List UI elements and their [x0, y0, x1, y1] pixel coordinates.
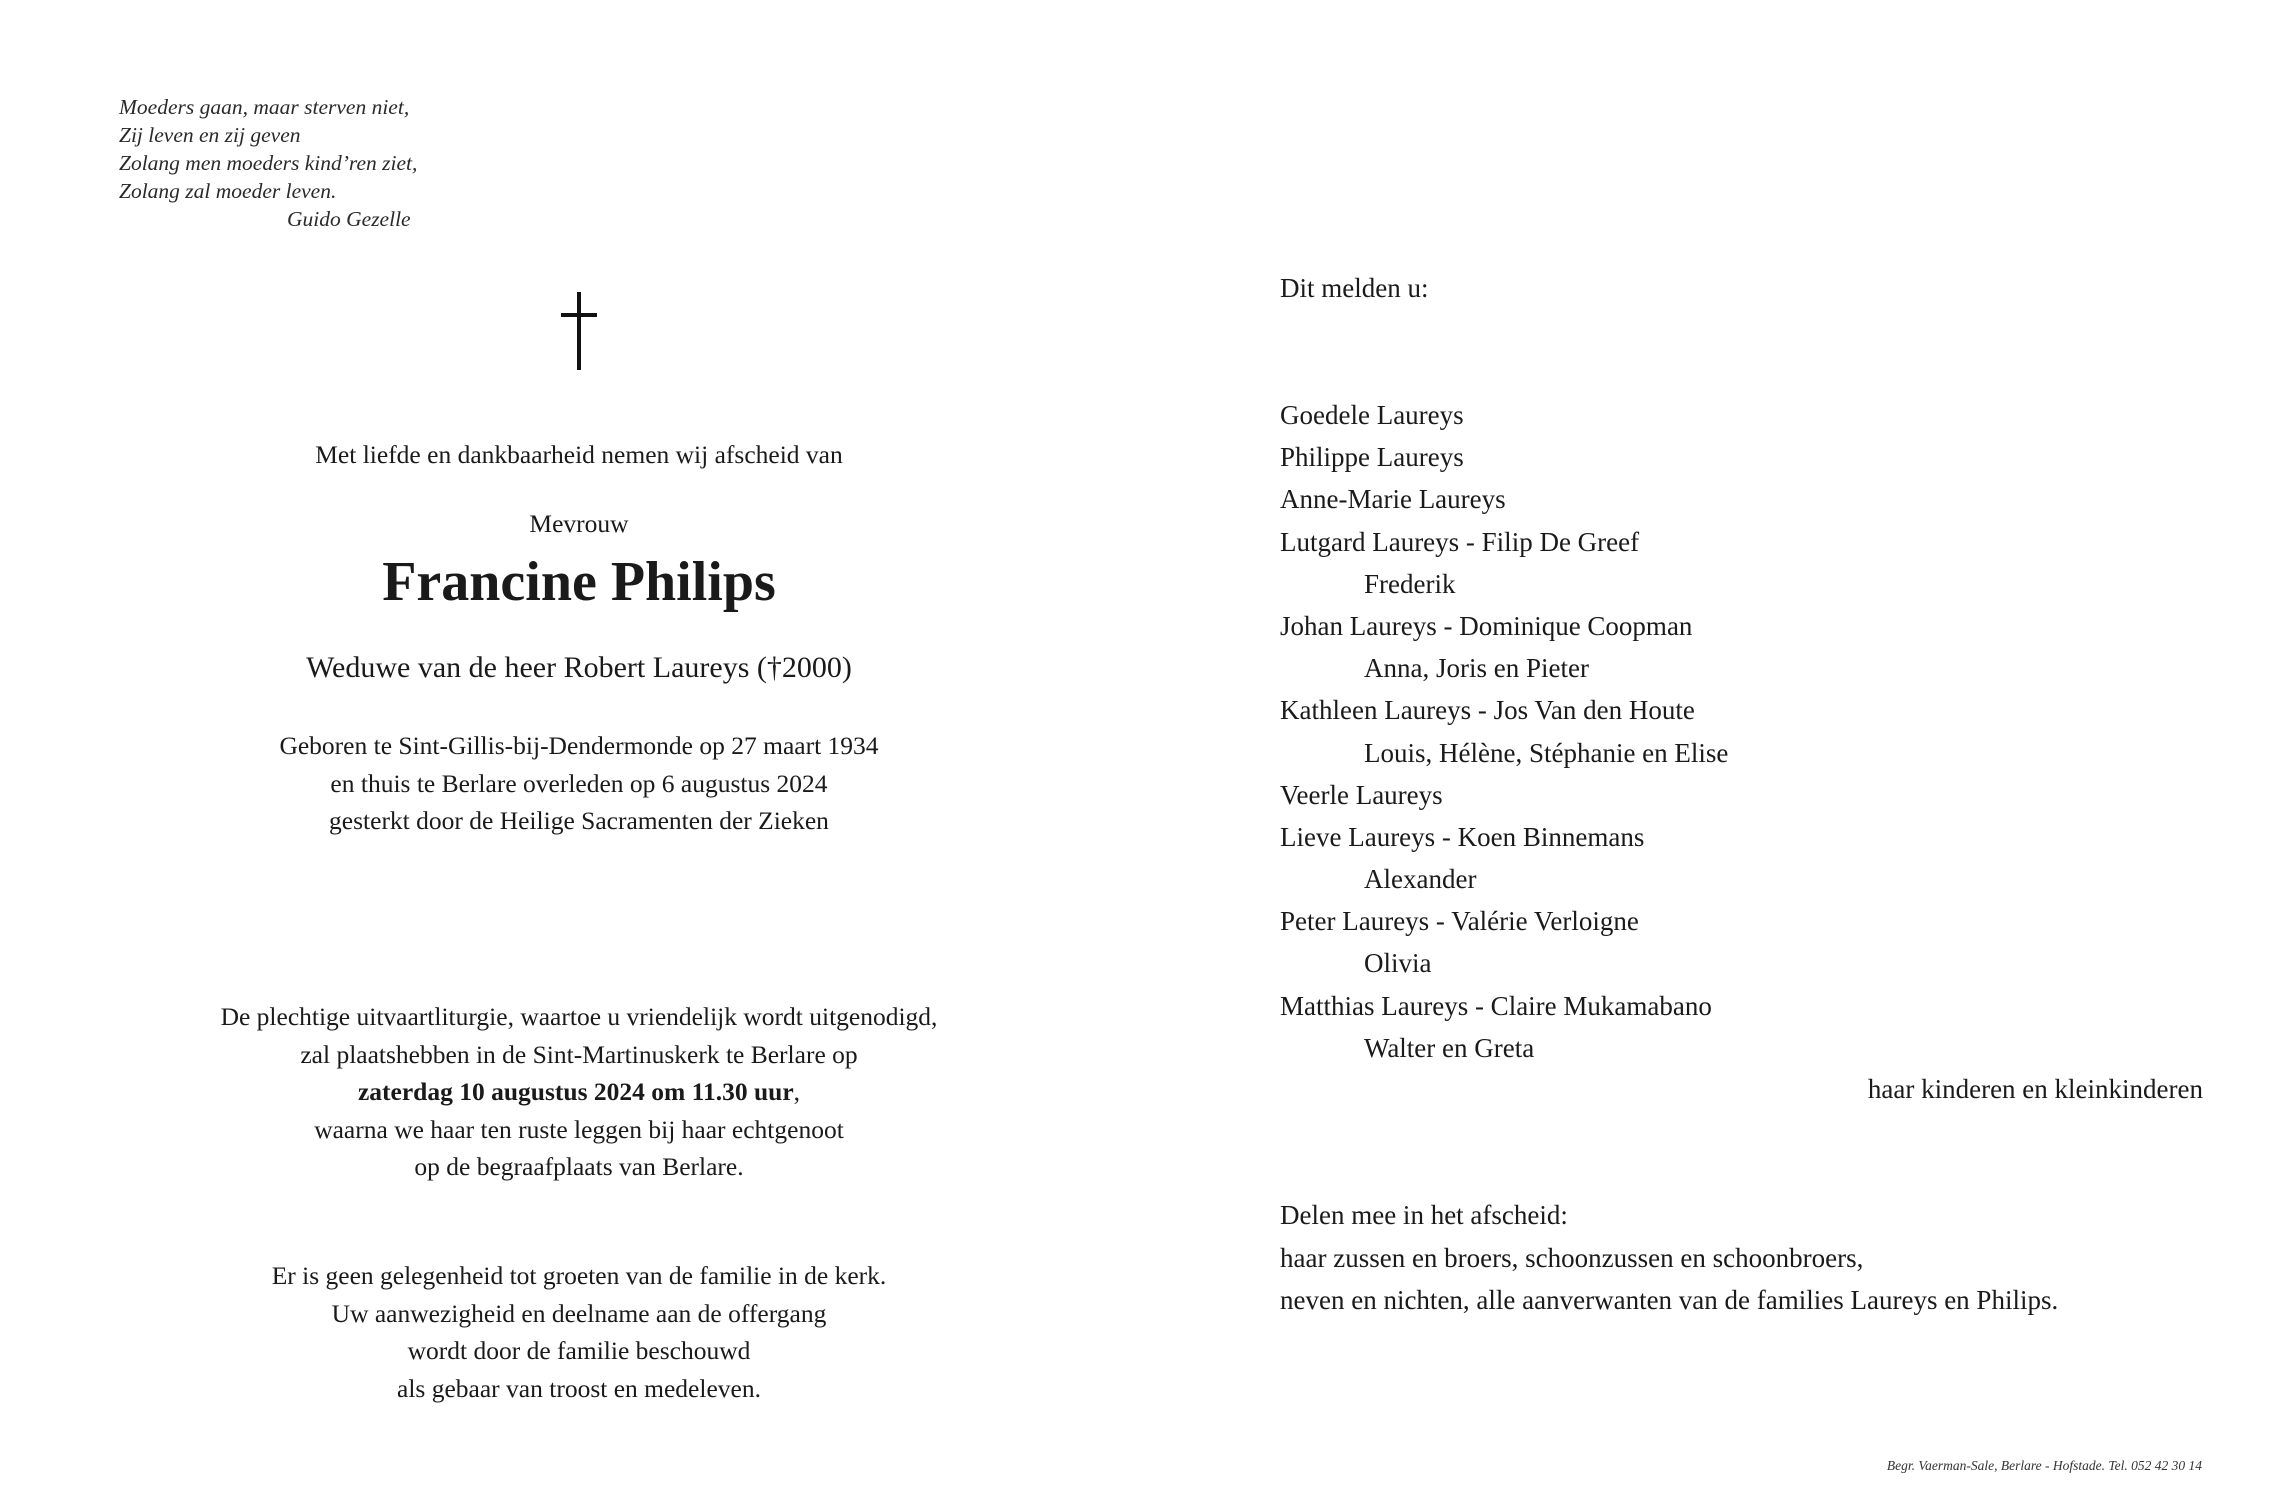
poem-line: Moeders gaan, maar sterven niet,: [119, 95, 410, 119]
family-member: Lieve Laureys - Koen Binnemans: [1280, 821, 1645, 852]
widow-line: Weduwe van de heer Robert Laureys (†2000): [306, 651, 852, 684]
death-line: en thuis te Berlare overleden op 6 augustus 2024: [330, 768, 828, 798]
grandchildren-line: Frederik: [1364, 568, 1456, 599]
funeral-home-footer: Begr. Vaerman-Sale, Berlare - Hofstade. Tel. 052 42 30 14: [1886, 1458, 2202, 1473]
life-details: [150, 727, 1008, 840]
family-member: Kathleen Laureys - Jos Van den Houte: [1280, 695, 1695, 726]
poem-line: Zolang men moeders kind’ren ziet,: [119, 151, 418, 175]
grandchildren-line: Walter en Greta: [1364, 1032, 1535, 1063]
announcers-heading: Dit melden u:: [1280, 273, 1429, 303]
funeral-date-suffix: ,: [793, 1077, 801, 1106]
family-member: Anne-Marie Laureys: [1280, 484, 1506, 515]
funeral-date-line: [150, 1073, 1008, 1111]
funeral-line: De plechtige uitvaartliturgie, waartoe u vriendelijk wordt uitgenodigd,: [220, 1002, 938, 1031]
funeral-line: op de begraafplaats van Berlare.: [414, 1152, 744, 1181]
share-line: neven en nichten, alle aanverwanten van de families Laureys en Philips.: [1280, 1285, 2059, 1315]
family-member: Philippe Laureys: [1280, 442, 1464, 473]
family-member: Goedele Laureys: [1280, 400, 1464, 430]
family-member: Peter Laureys - Valérie Verloigne: [1280, 906, 1639, 937]
deceased-name: Francine Philips: [382, 551, 776, 613]
condolence-line: als gebaar van troost en medeleven.: [397, 1373, 761, 1403]
family-member: Veerle Laureys: [1280, 779, 1443, 810]
poem: [119, 93, 639, 233]
funeral-details: [150, 998, 1008, 1186]
share-section: [1280, 1194, 2058, 1322]
poem-line: Zolang zal moeder leven.: [119, 179, 337, 203]
funeral-line: zal plaatshebben in de Sint-Martinuskerk te Berlare op: [300, 1039, 858, 1069]
funeral-date: zaterdag 10 augustus 2024 om 11.30 uur: [357, 1077, 794, 1106]
sacraments-line: gesterkt door de Heilige Sacramenten der Zieken: [329, 806, 829, 835]
condolence-line: Er is geen gelegenheid tot groeten van de familie in de kerk.: [271, 1261, 887, 1290]
condolence-note: [150, 1257, 1008, 1407]
salutation: Mevrouw: [529, 509, 629, 538]
birth-line: Geboren te Sint-Gillis-bij-Dendermonde op 27 maart 1934: [279, 731, 879, 760]
family-member: Matthias Laureys - Claire Mukamabano: [1280, 990, 1712, 1021]
share-line: haar zussen en broers, schoonzussen en schoonbroers,: [1280, 1242, 1864, 1273]
grandchildren-line: Anna, Joris en Pieter: [1364, 653, 1589, 684]
grandchildren-line: Louis, Hélène, Stéphanie en Elise: [1364, 737, 1729, 768]
share-heading: Delen mee in het afscheid:: [1280, 1200, 1568, 1230]
grandchildren-line: Alexander: [1364, 864, 1477, 895]
family-member: Lutgard Laureys - Filip De Greef: [1280, 526, 1640, 557]
latin-cross-icon: [561, 292, 597, 370]
grandchildren-line: Olivia: [1364, 948, 1432, 979]
family-closing: haar kinderen en kleinkinderen: [1867, 1074, 2203, 1104]
family-list: [1280, 394, 1728, 1069]
poem-author: Guido Gezelle: [287, 207, 411, 231]
intro-text: Met liefde en dankbaarheid nemen wij afscheid van: [315, 440, 843, 469]
funeral-line: waarna we haar ten ruste leggen bij haar echtgenoot: [314, 1114, 844, 1144]
condolence-line: Uw aanwezigheid en deelname aan de offergang: [331, 1298, 827, 1328]
family-member: Johan Laureys - Dominique Coopman: [1280, 610, 1693, 641]
poem-line: Zij leven en zij geven: [119, 123, 301, 147]
condolence-line: wordt door de familie beschouwd: [407, 1336, 751, 1365]
